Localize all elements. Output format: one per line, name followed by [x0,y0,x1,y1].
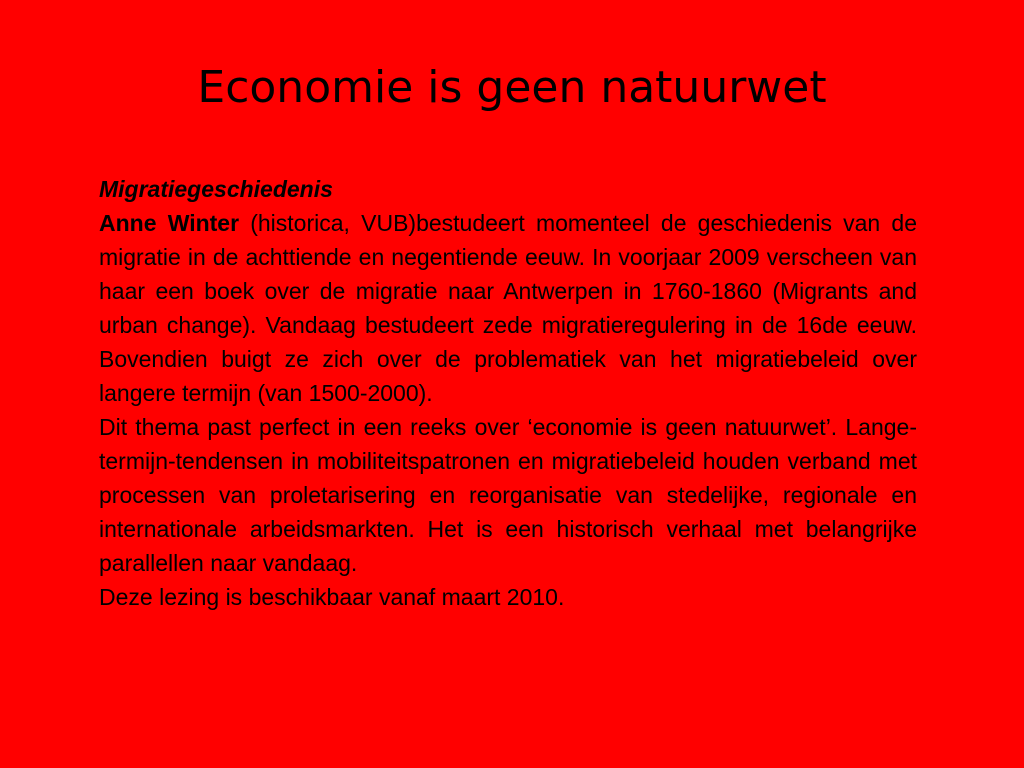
subheading: Migratiegeschiedenis [99,176,333,202]
paragraph-intro-text: (historica, VUB)bestudeert momenteel de geschiedenis van de migratie in de achttiende en negentiende eeuw. In voorjaar 2009 verscheen van haar een boek over de migratie naar Antwerpen in 1760-1860 (Migrants and urban change). Vandaag bestudeert zede migratieregulering in de 16de eeuw. Bovendien buigt ze zich over de problematiek van het migratiebeleid over langere termijn (van 1500-2000). [99,210,917,406]
author-name: Anne Winter [99,210,240,236]
paragraph-theme: Dit thema past perfect in een reeks over ‘economie is geen natuurwet’. Lange-termijn-tendensen in mobiliteitspatronen en migratiebeleid houden verband met processen van proletarisering en reorganisatie van stedelijke, regionale en internationale arbeidsmarkten. Het is een historisch verhaal met belangrijke parallellen naar vandaag. [99,414,917,576]
paragraph-intro [99,206,917,410]
slide-title: Economie is geen natuurwet [197,62,827,113]
paragraph-availability: Deze lezing is beschikbaar vanaf maart 2010. [99,584,565,610]
slide-body [99,172,917,614]
